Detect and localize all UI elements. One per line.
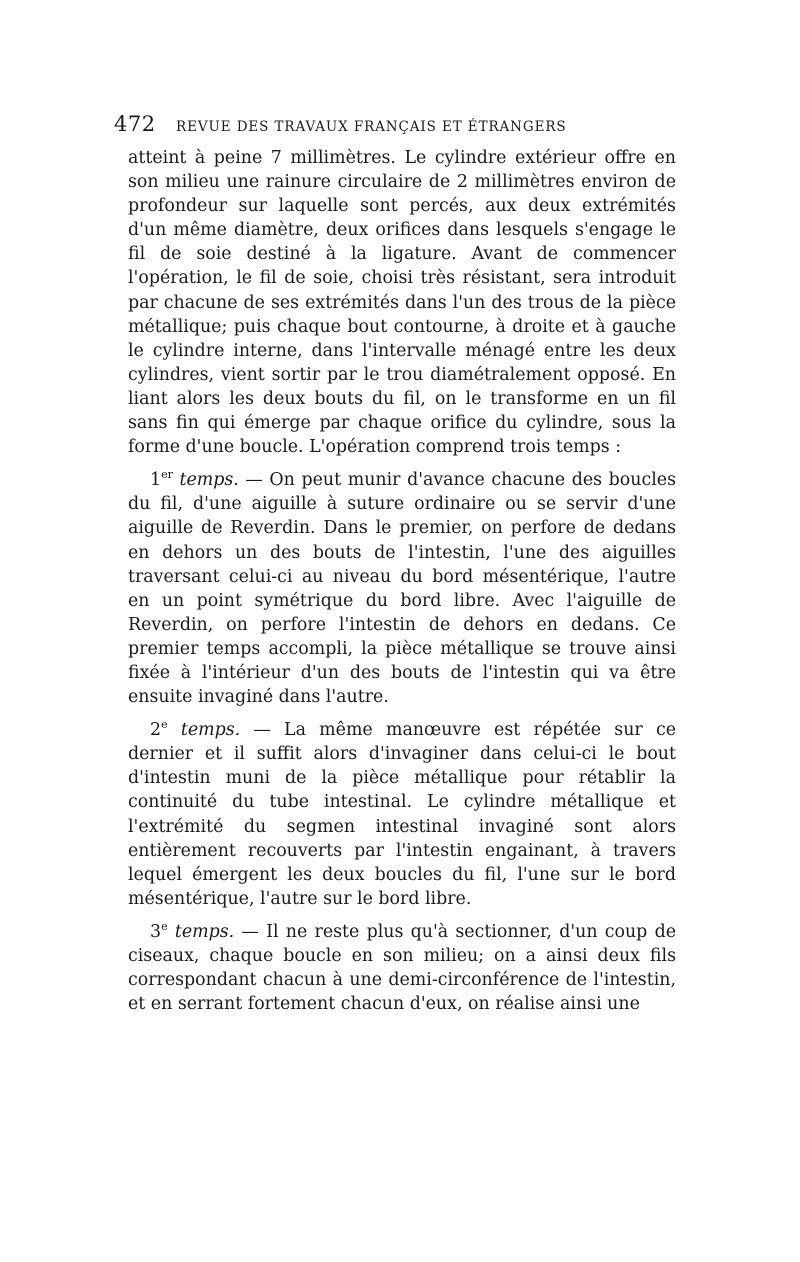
paragraph-text: — Il ne reste plus qu'à sectionner, d'un coup de ciseaux, chaque boucle en son milieu; on a ainsi deux fils correspondant chacun à une demi-circonférence de l'intestin, et en serrant fortement chacun d'eux, on réalise ainsi une: [128, 921, 676, 1015]
paragraph-text: atteint à peine 7 millimètres. Le cylindre extérieur offre en son milieu une rainure circulaire de 2 millimètres environ de profondeur sur laquelle sont percés, aux deux extrémités d'un même diamètre, deux orifices dans lesquels s'engage le fil de soie destiné à la ligature. Avant de commencer l'opération, le fil de soie, choisi très résistant, sera introduit par chacune de ses extrémités dans l'un des trous de la pièce métallique; puis chaque bout contourne, à droite et à gauche le cylindre interne, dans l'intervalle ménagé entre les deux cylindres, vient sortir par le trou diamétralement opposé. En liant alors les deux bouts du fil, on le transforme en un fil sans fin qui émerge par chaque orifice du cylindre, sous la forme d'une boucle. L'opération comprend trois temps :: [128, 148, 676, 458]
paragraph-step-2: [128, 718, 676, 911]
paragraph-step-1: [128, 468, 676, 709]
page-number: 472: [114, 112, 156, 136]
paragraph-continuation: [128, 146, 676, 459]
paragraph-step-3: [128, 920, 676, 1016]
paragraph-text: — On peut munir d'avance chacune des boucles du fil, d'une aiguille à suture ordinaire ou se servir d'une aiguille de Reverdin. Dans le premier, on perfore de dedans en dehors un des bouts de l'intestin, l'une des aiguilles traversant celui-ci au niveau du bord mésentérique, l'autre en un point symétrique du bord libre. Avec l'aiguille de Reverdin, on perfore l'intestin de dehors en dedans. Ce premier temps accompli, la pièce métallique se trouve ainsi fixée à l'intérieur d'un des bouts de l'intestin qui va être ensuite invaginé dans l'autre.: [128, 470, 676, 708]
step-label: temps.: [179, 470, 239, 491]
step-number: 3e: [150, 920, 168, 942]
step-number: 2e: [150, 718, 168, 741]
step-label: temps.: [174, 921, 235, 942]
step-number: 1er: [150, 468, 173, 491]
book-page: [114, 112, 676, 1016]
paragraph-text: — La même manœuvre est répétée sur ce dernier et il suffit alors d'invaginer dans celui-ci le bout d'intestin muni de la pièce métallique pour rétablir la continuité du tube intestinal. Le cylindre métallique et l'extrémité du segmen intestinal invaginé sont alors entièrement recouverts par l'intestin engainant, à travers lequel émergent les deux boucles du fil, l'une sur le bord mésentérique, l'autre sur le bord libre.: [128, 720, 676, 909]
journal-title: REVUE DES TRAVAUX FRANÇAIS ET ÉTRANGERS: [176, 119, 567, 135]
running-head: [114, 112, 676, 140]
step-label: temps.: [180, 720, 241, 741]
